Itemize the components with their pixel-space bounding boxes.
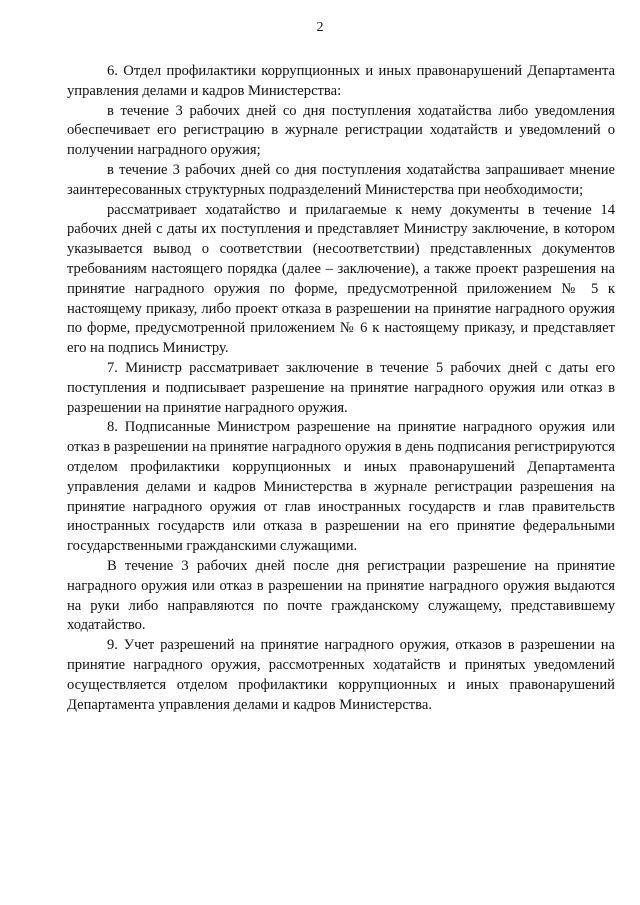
paragraph-item-8: 8. Подписанные Министром разрешение на принятие наградного оружия или отказ в разрешении на принятие наградного оружия в день подписания регистрируются отделом профилактики коррупционных и иных правонарушений Департамента управления делами и кадров Министерства в журнале регистрации разрешения на принятие наградного оружия от глав иностранных государств и глав правительств иностранных государств или отказа в разрешении на его принятие федеральными государственными гражданскими служащими. [67, 419, 615, 555]
paragraph-review-documents: рассматривает ходатайство и прилагаемые к нему документы в течение 14 рабочих дней с даты их поступления и представляет Министру заключение, в котором указывается вывод о соответствии (несоответствии) представленных документов требованиям настоящего порядка (далее – заключение), а также проект разрешения на принятие наградного оружия по форме, предусмотренной приложением № 5 к настоящему приказу, либо проект отказа в разрешении на принятие наградного оружия по форме, предусмотренной приложением № 6 к настоящему приказу, и представляет его на подпись Министру. [67, 201, 615, 357]
page-number: 2 [316, 20, 324, 35]
paragraph-item-7: 7. Министр рассматривает заключение в течение 5 рабочих дней с даты его поступления и подписывает разрешение на принятие наградного оружия или отказ в разрешении на принятие наградного оружия. [67, 359, 615, 416]
paragraph-delivery: В течение 3 рабочих дней после дня регистрации разрешение на принятие наградного оружия или отказ в разрешении на принятие наградного оружия выдаются на руки либо направляются по почте гражданскому служащему, представившему ходатайство. [67, 557, 615, 634]
paragraph-item-6-intro: 6. Отдел профилактики коррупционных и иных правонарушений Департамента управления делами и кадров Министерства: [67, 63, 615, 99]
document-body [67, 62, 615, 715]
paragraph-request-opinion: в течение 3 рабочих дней со дня поступления ходатайства запрашивает мнение заинтересованных структурных подразделений Министерства при необходимости; [67, 161, 615, 198]
paragraph-item-9: 9. Учет разрешений на принятие наградного оружия, отказов в разрешении на принятие наградного оружия, рассмотренных ходатайств и принятых уведомлений осуществляется отделом профилактики коррупционных и иных правонарушений Департамента управления делами и кадров Министерства. [67, 637, 615, 713]
paragraph-registration: в течение 3 рабочих дней со дня поступления ходатайства либо уведомления обеспечивает его регистрацию в журнале регистрации ходатайств и уведомлений о получении наградного оружия; [67, 102, 615, 159]
